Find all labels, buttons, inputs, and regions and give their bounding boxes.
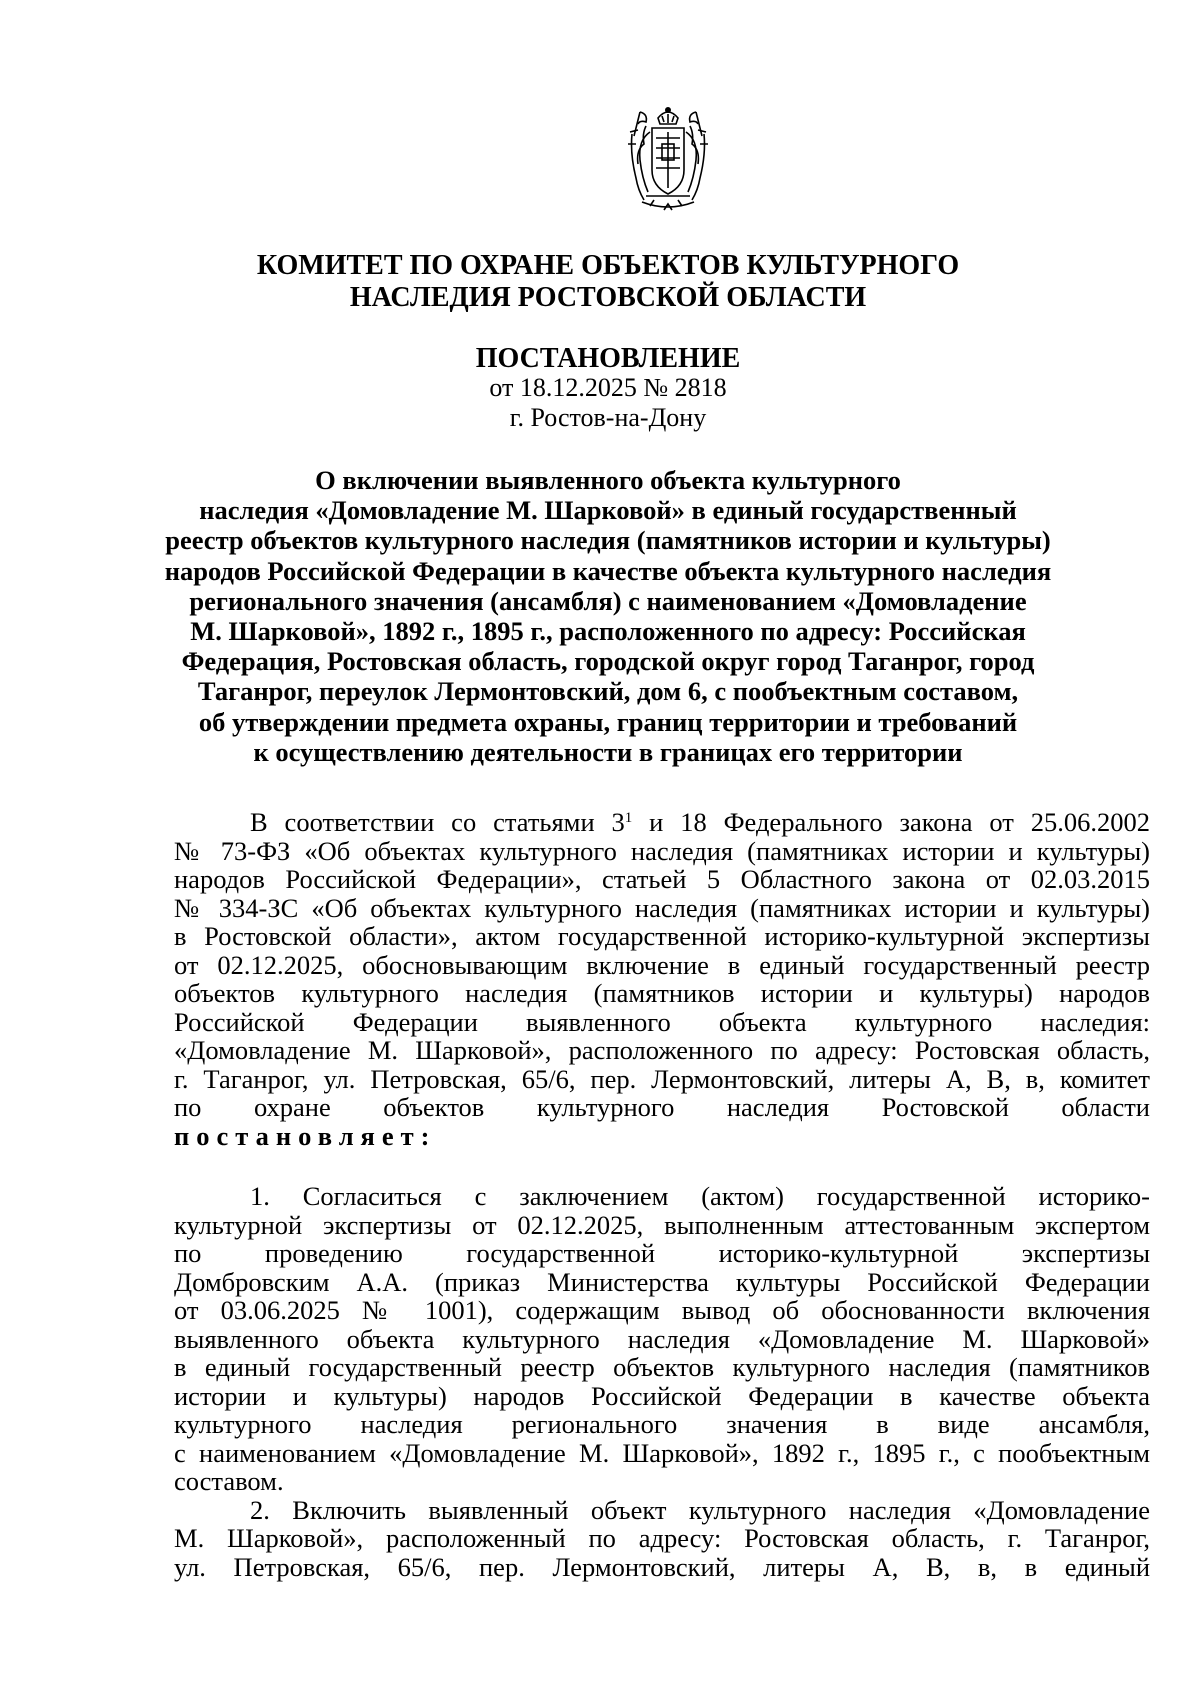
preamble-line: г. Таганрог, ул. Петровская, 65/6, пер. Лермонтовский, литеры А, В, в, комитет [174, 1063, 1150, 1094]
item-1-line: истории и культуры) народов Российской Федерации в качестве объекта [174, 1380, 1150, 1411]
item-1-line: культурной экспертизы от 02.12.2025, выполненным аттестованным экспертом [174, 1209, 1150, 1240]
document-body [174, 808, 1150, 1581]
document-type: ПОСТАНОВЛЕНИЕ [475, 343, 741, 374]
preamble-line: объектов культурного наследия (памятников истории и культуры) народов [174, 978, 1150, 1008]
item-2-line: М. Шарковой», расположенный по адресу: Ростовская область, г. Таганрог, [174, 1523, 1150, 1553]
coat-of-arms-icon [620, 104, 716, 216]
item-1-line: культурного наследия регионального значения в виде ансамбля, [174, 1409, 1150, 1439]
preamble-line: Российской Федерации выявленного объекта культурного наследия: [174, 1006, 1150, 1037]
subject-line: об утверждении предмета охраны, границ территории и требований [198, 706, 1018, 737]
subject-line: наследия «Домовладение М. Шарковой» в единый государственный [199, 495, 1017, 526]
item-1-line: выявленного объекта культурного наследия «Домовладение М. Шарковой» [174, 1323, 1150, 1354]
preamble-line: народов Российской Федерации», статьей 5 Областного закона от 02.03.2015 [174, 864, 1150, 894]
organization-line: НАСЛЕДИЯ РОСТОВСКОЙ ОБЛАСТИ [349, 282, 867, 313]
preamble-line: «Домовладение М. Шарковой», расположенного по адресу: Ростовская область, [174, 1035, 1150, 1065]
document-meta [0, 373, 1200, 433]
decree-word: постановляет: [174, 1120, 437, 1151]
subject-line: О включении выявленного объекта культурного [315, 465, 901, 495]
organization-name [0, 250, 1200, 314]
preamble-line: в Ростовской области», актом государственной историко-культурной экспертизы [174, 921, 1150, 951]
subject-line: к осуществлению деятельности в границах его территории [253, 736, 963, 767]
preamble-line: В соответствии со статьями $3^1$ и 18 Федерального закона от 25.06.2002 [250, 807, 1150, 837]
subject-line: регионального значения (ансамбля) с наименованием «Домовладение [189, 585, 1027, 616]
item-2-line: ул. Петровская, 65/6, пер. Лермонтовский, литеры А, В, в, в единый [174, 1551, 1150, 1582]
superscript: 1 [624, 810, 633, 826]
item-1-line: от 03.06.2025 № 1001), содержащим вывод об обоснованности включения [174, 1295, 1150, 1325]
subject-line: народов Российской Федерации в качестве объекта культурного наследия [164, 555, 1052, 586]
subject-line: Таганрог, переулок Лермонтовский, дом 6, с пообъектным составом, [197, 676, 1019, 707]
item-1-line: составом. [174, 1466, 284, 1496]
item-1-line: в единый государственный реестр объектов культурного наследия (памятников [174, 1352, 1150, 1382]
item-1-line: 1. Согласиться с заключением (актом) государственной историко- [250, 1181, 1150, 1211]
document-date-number: от 18.12.2025 № 2818 [489, 373, 727, 402]
subject-line: М. Шарковой», 1892 г., 1895 г., расположенного по адресу: Российская [190, 616, 1026, 647]
document-subject [0, 465, 1200, 767]
preamble-line: от 02.12.2025, обосновывающим включение в единый государственный реестр [174, 949, 1150, 980]
item-1-line: по проведению государственной историко-культурной экспертизы [174, 1238, 1150, 1268]
subject-line: реестр объектов культурного наследия (памятников истории и культуры) [165, 525, 1051, 556]
subject-line: Федерация, Ростовская область, городской округ город Таганрог, город [181, 646, 1035, 677]
preamble-line: № 73-ФЗ «Об объектах культурного наследия (памятниках истории и культуры) [174, 835, 1150, 866]
item-1-line: с наименованием «Домовладение М. Шарковой», 1892 г., 1895 г., с пообъектным [174, 1437, 1150, 1468]
preamble-line: № 334-ЗС «Об объектах культурного наследия (памятниках истории и культуры) [174, 892, 1150, 923]
paragraph-gap [174, 1150, 1150, 1182]
preamble-line: по охране объектов культурного наследия Ростовской области [174, 1092, 1150, 1122]
organization-line: КОМИТЕТ ПО ОХРАНЕ ОБЪЕКТОВ КУЛЬТУРНОГО [256, 250, 960, 281]
item-2-line: 2. Включить выявленный объект культурного наследия «Домовладение [250, 1494, 1150, 1525]
item-1-line: Домбровским А.А. (приказ Министерства культуры Российской Федерации [174, 1266, 1150, 1297]
document-city: г. Ростов-на-Дону [509, 403, 707, 432]
